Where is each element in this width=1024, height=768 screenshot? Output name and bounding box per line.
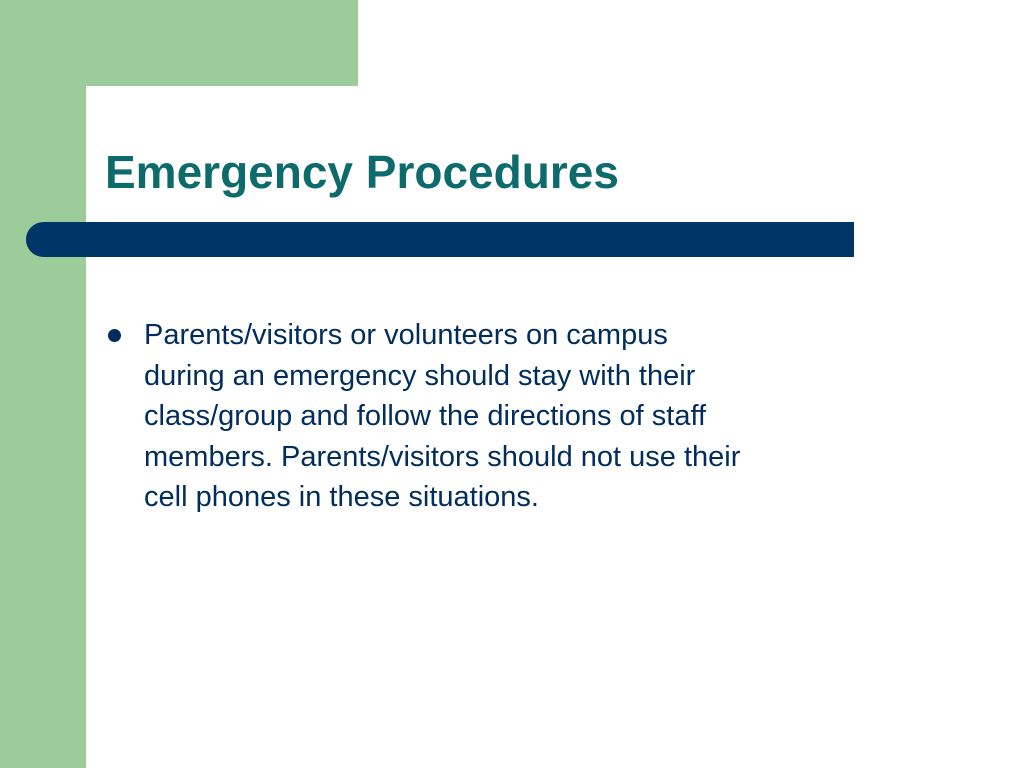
title-underline-bar [26,222,854,257]
green-top-decoration [0,0,358,86]
bullet-line: during an emergency should stay with their [144,359,696,392]
bullet-line: cell phones in these situations. [144,481,539,513]
bullet-item [106,315,866,518]
bullet-line: class/group and follow the directions of staff [144,400,707,432]
slide-title: Emergency Procedures [105,146,619,198]
bullet-line: Parents/visitors or volunteers on campus [144,319,668,351]
bullet-list [106,315,866,518]
bullet-line: members. Parents/visitors should not use their [144,440,741,473]
green-side-decoration [0,0,86,768]
bullet-dot-icon [108,329,121,342]
